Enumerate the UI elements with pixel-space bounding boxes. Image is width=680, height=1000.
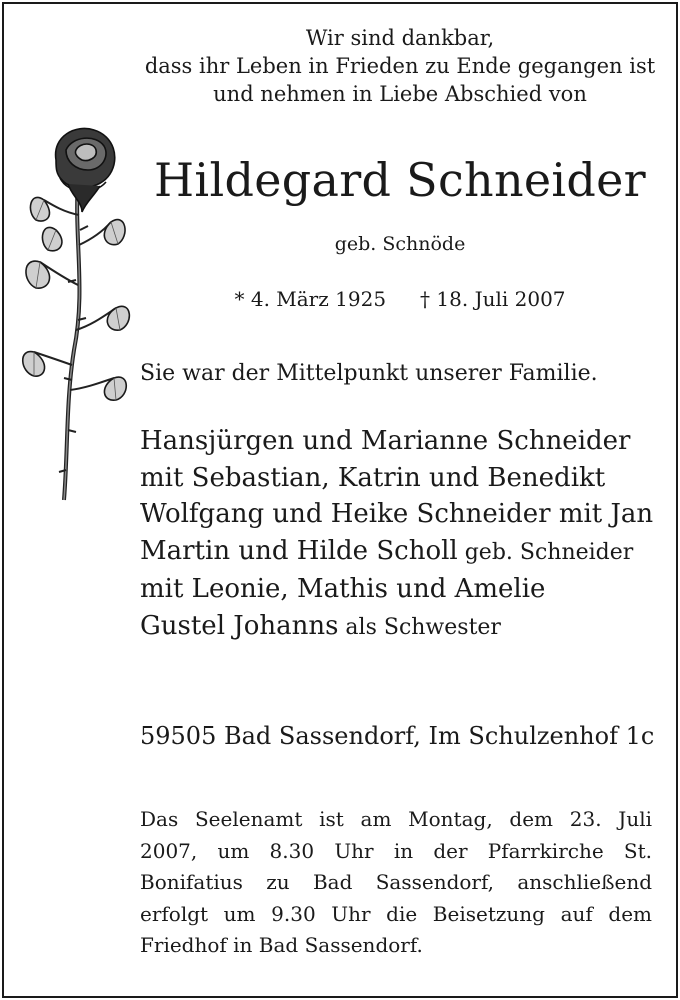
family-line: mit Sebastian, Katrin und Benedikt xyxy=(140,462,606,493)
notice-line: Das Seelenamt ist am Montag, dem 23. Juli xyxy=(140,807,652,831)
family-line xyxy=(140,608,653,647)
birth-date: * 4. März 1925 xyxy=(234,287,387,311)
family-line-note: als Schwester xyxy=(338,614,501,640)
family-line xyxy=(140,533,653,572)
rose-icon xyxy=(16,120,134,510)
intro-line: dass ihr Leben in Frieden zu Ende gegangen ist xyxy=(144,54,656,78)
death-date: † 18. Juli 2007 xyxy=(420,287,566,311)
notice-line: 2007, um 8.30 Uhr in der Pfarrkirche St. xyxy=(140,838,652,863)
family-line-main: Martin und Hilde Scholl xyxy=(140,535,458,566)
family-line-note: geb. Schneider xyxy=(457,539,634,565)
family-line-main: Gustel Johanns xyxy=(140,610,339,641)
tagline: Sie war der Mittelpunkt unserer Familie. xyxy=(140,361,598,386)
deceased-name: Hildegard Schneider xyxy=(154,153,646,207)
maiden-name: geb. Schnöde xyxy=(334,233,466,255)
family-list xyxy=(140,423,653,646)
notice-line: Bonifatius zu Bad Sassendorf, anschließend xyxy=(140,870,652,894)
intro-line: und nehmen in Liebe Abschied von xyxy=(213,82,587,106)
family-line: mit Leonie, Mathis und Amelie xyxy=(140,574,546,604)
intro-line: Wir sind dankbar, xyxy=(305,26,495,50)
address: 59505 Bad Sassendorf, Im Schulzenhof 1c xyxy=(140,722,655,750)
notice-line: Friedhof in Bad Sassendorf. xyxy=(140,933,423,957)
life-dates xyxy=(120,286,680,312)
notice-line: erfolgt um 9.30 Uhr die Beisetzung auf dem xyxy=(140,901,652,926)
family-line: Hansjürgen und Marianne Schneider xyxy=(140,426,631,456)
funeral-notice xyxy=(140,804,652,962)
family-line: Wolfgang und Heike Schneider mit Jan xyxy=(140,499,654,529)
intro-text xyxy=(120,24,680,108)
